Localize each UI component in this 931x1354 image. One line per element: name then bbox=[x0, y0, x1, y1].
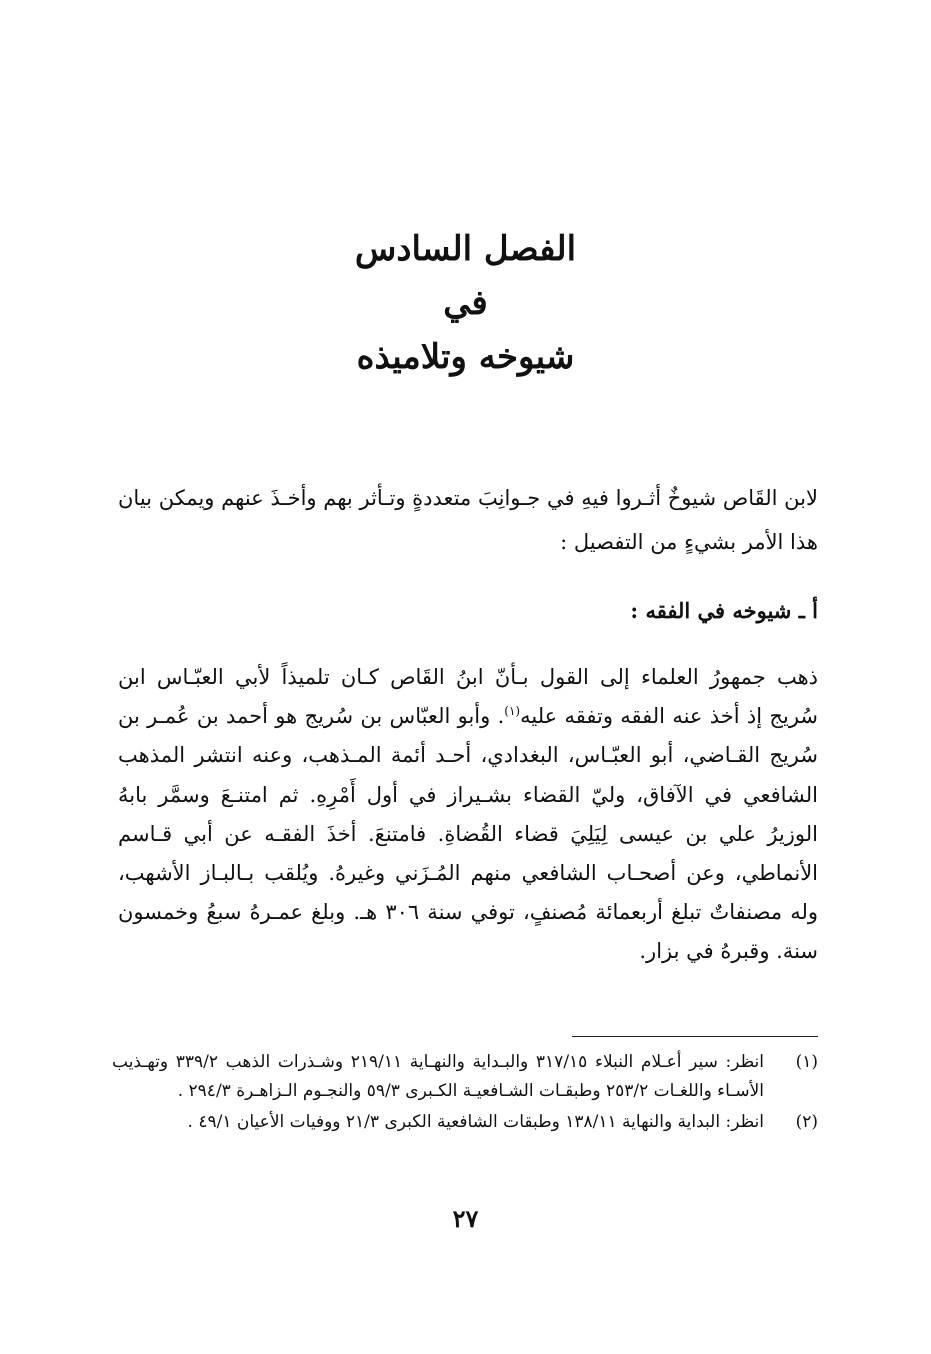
chapter-title-line-1: الفصل السادس bbox=[354, 229, 577, 269]
footnote-item bbox=[112, 1108, 818, 1137]
footnote-number: (٢) bbox=[795, 1112, 818, 1132]
body-text-part-2: . وأبو العبّاس بن سُريج هو أحمد بن عُمـر بن سُريج القـاضي، أبو العبّـاس، البغدادي، أحـد أئمة المـذهب، وعنه انتشر المذهب الشافعي في الآفاق، وليّ القضاء بشـيراز في أول أَمْرِهِ. ثم امتنـعَ وسمَّر بابهُ الوزيرُ علي بن عيسى لِيَلِيَ قضاء القُضاةِ. فامتنعَ. أخذَ الفقـه عن أبي قـاسم الأنماطي، وعن أصحـاب الشافعي منهم المُـزَني وغيرهُ. ويُلقب بـالبـاز الأشهب، وله مصنفاتٌ تبلغ أربعمائة مُصنفٍ، توفي سنة ٣٠٦ هـ. وبلغ عمـرهُ سبعُ وخمسون سنة. وقبرهُ في بزار. bbox=[118, 704, 818, 964]
footnote-text: انظر: البداية والنهاية ١٣٨/١١ وطبقات الشافعية الكبرى ٢١/٣ ووفيات الأعيان ٤٩/١ . bbox=[187, 1112, 764, 1132]
body-paragraph bbox=[118, 658, 818, 972]
chapter-title-line-3: شيوخه وتلاميذه bbox=[356, 337, 575, 377]
footnote-separator bbox=[572, 1036, 818, 1037]
body-text-part-1: ذهب جمهورُ العلماء إلى القول بـأنّ ابنُ القَاص كـان تلميذاً لأبي العبّـاس ابن سُريج إذ أخذ عنه الفقه وتفقه عليه bbox=[118, 665, 818, 729]
section-subheading: أ ـ شيوخه في الفقه : bbox=[630, 598, 818, 623]
chapter-title-line-2: في bbox=[443, 283, 488, 323]
footnote-item bbox=[112, 1048, 818, 1106]
body-text bbox=[118, 658, 818, 972]
footnote-reference-1[interactable]: (١) bbox=[504, 704, 521, 719]
footnote-text: انظر: سير أعـلام النبلاء ٣١٧/١٥ والبـداية والنهـاية ٢١٩/١١ وشـذرات الذهب ٣٣٩/٢ وتهـذيب الأسـاء واللغـات ٢٥٣/٢ وطبقـات الشـافعيـة الكـبرى ٥٩/٣ والنجـوم الـزاهـرة ٢٩٤/٣ . bbox=[112, 1052, 764, 1101]
footnotes bbox=[112, 1048, 818, 1139]
chapter-title bbox=[0, 222, 931, 384]
footnote-number: (١) bbox=[795, 1052, 818, 1072]
intro-text: لابن القَاص شيوخٌ أثـروا فيهِ في جـوانِبَ متعددةٍ وتـأثر بهم وأخـذَ عنهم ويمكن بيان هذا الأمر بشيءٍ من التفصيل : bbox=[118, 486, 818, 554]
intro-paragraph bbox=[118, 476, 818, 564]
page-number: ٢٧ bbox=[452, 1204, 479, 1233]
